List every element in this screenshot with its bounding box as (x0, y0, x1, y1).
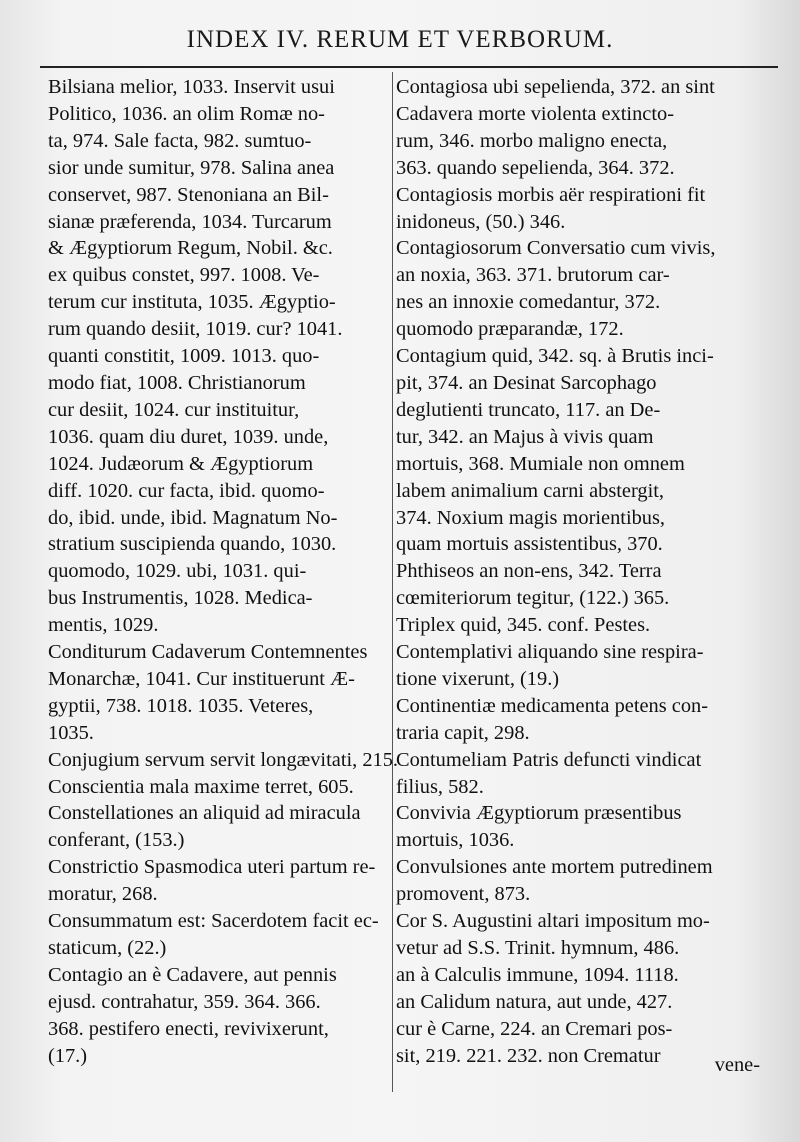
index-entry (48, 800, 390, 854)
left-column (48, 74, 399, 1070)
index-entry-line: promovent, 873. (396, 883, 531, 906)
index-entry-line: an Calidum natura, aut unde, 427. (396, 990, 673, 1013)
index-entry-line: Cor S. Augustini altari impositum mo- (396, 910, 710, 933)
index-entry-line: traria capit, 298. (396, 721, 530, 744)
index-entry-line: an noxia, 363. 371. brutorum car- (396, 264, 670, 287)
index-entry-line: Conscientia mala maxime terret, 605. (48, 775, 354, 798)
index-entry-line: Contagio an è Cadavere, aut pennis (48, 963, 337, 986)
index-entry (396, 747, 766, 801)
index-entry-line: Consummatum est: Sacerdotem facit ec- (48, 910, 379, 933)
index-entry-line: vetur ad S.S. Trinit. hymnum, 486. (396, 937, 680, 959)
index-entry (48, 74, 390, 639)
index-entry (396, 639, 766, 693)
index-entry-line: 1036. quam diu duret, 1039. unde, (48, 425, 329, 448)
index-entry-line: Constrictio Spasmodica uteri partum re- (48, 856, 376, 879)
index-entry-line: inidoneus, (50.) 346. (396, 210, 566, 233)
index-entry (396, 182, 766, 236)
index-entry-line: ejusd. contrahatur, 359. 364. 366. (48, 990, 321, 1013)
index-entry-line: Convulsiones ante mortem putredinem (396, 856, 713, 879)
header-rule (40, 66, 778, 68)
index-entry-line: 1035. (48, 721, 94, 744)
index-entry-line: diff. 1020. cur facta, ibid. quomo- (48, 479, 325, 502)
index-entry-line: moratur, 268. (48, 883, 158, 906)
index-entry-line: Contagiosorum Conversatio cum vivis, (396, 237, 716, 260)
index-entry-line: modo fiat, 1008. Christianorum (48, 371, 306, 394)
index-entry-line: quam mortuis assistentibus, 370. (396, 533, 663, 556)
index-entry-line: Contagium quid, 342. sq. à Brutis inci- (396, 345, 714, 368)
index-entry (396, 693, 766, 747)
index-entry-line: Contemplativi aliquando sine respira- (396, 641, 704, 664)
index-entry-line: Contagiosa ubi sepelienda, 372. an sint (396, 76, 715, 98)
index-entry-line: filius, 582. (396, 775, 484, 798)
index-entry (396, 854, 766, 908)
index-entry-line: 1024. Judæorum & Ægyptiorum (48, 452, 314, 475)
index-entry-line: Cadavera morte violenta extincto- (396, 102, 674, 125)
index-entry-line: mortuis, 368. Mumiale non omnem (396, 452, 685, 475)
index-entry-line: stratium suscipienda quando, 1030. (48, 533, 337, 556)
index-entry (396, 800, 766, 854)
index-entry-line: quomodo, 1029. ubi, 1031. qui- (48, 560, 307, 583)
index-entry-line: Bilsiana melior, 1033. Inservit usui (48, 76, 335, 98)
index-entry-line: (17.) (48, 1044, 88, 1067)
index-entry (396, 908, 766, 1069)
index-entry-line: Triplex quid, 345. conf. Pestes. (396, 614, 651, 637)
index-entry-line: cœmiteriorum tegitur, (122.) 365. (396, 587, 670, 610)
index-entry-line: ta, 974. Sale facta, 982. sumtuo- (48, 129, 312, 152)
index-entry-line: rum quando desiit, 1019. cur? 1041. (48, 318, 343, 341)
index-entry-line: sit, 219. 221. 232. non Crematur (396, 1044, 661, 1067)
index-entry (48, 639, 390, 747)
index-entry-line: labem animalium carni abstergit, (396, 479, 665, 502)
index-entry-line: quanti constitit, 1009. 1013. quo- (48, 345, 320, 368)
index-entry-line: Conjugium servum servit longævitati, 215. (48, 748, 399, 771)
index-entry-line: terum cur instituta, 1035. Ægyptio- (48, 291, 336, 314)
index-entry-line: 363. quando sepelienda, 364. 372. (396, 156, 675, 179)
index-entry-line: deglutienti truncato, 117. an De- (396, 398, 661, 421)
running-header: INDEX IV. RERUM ET VERBORUM. (186, 26, 614, 53)
index-entry-line: bus Instrumentis, 1028. Medica- (48, 587, 313, 610)
index-entry (48, 854, 390, 908)
index-entry-line: Contumeliam Patris defuncti vindicat (396, 748, 702, 771)
index-entry (48, 774, 390, 801)
index-entry-line: Phthiseos an non-ens, 342. Terra (396, 560, 662, 583)
column-divider (392, 72, 393, 1092)
index-entry-line: rum, 346. morbo maligno enecta, (396, 129, 668, 152)
index-entry-line: conservet, 987. Stenoniana an Bil- (48, 183, 329, 206)
index-entry-line: Continentiæ medicamenta petens con- (396, 694, 709, 717)
index-entry (48, 962, 390, 1070)
index-entry-line: Constellationes an aliquid ad miracula (48, 802, 361, 825)
index-entry-line: Politico, 1036. an olim Romæ no- (48, 102, 325, 125)
index-entry-line: mortuis, 1036. (396, 829, 515, 852)
index-entry-line: sior unde sumitur, 978. Salina anea (48, 156, 335, 179)
index-entry-line: tione vixerunt, (19.) (396, 667, 560, 690)
index-entry-line: staticum, (22.) (48, 937, 167, 959)
index-entry-line: 374. Noxium magis morientibus, (396, 506, 666, 529)
index-entry-line: Monarchæ, 1041. Cur instituerunt Æ- (48, 667, 355, 690)
index-entry-line: conferant, (153.) (48, 829, 185, 852)
index-entry-line: sianæ præferenda, 1034. Turcarum (48, 210, 332, 233)
right-column (396, 74, 766, 1070)
index-entry (48, 747, 399, 774)
index-entry-line: cur desiit, 1024. cur instituitur, (48, 398, 300, 421)
index-entry-line: tur, 342. an Majus à vivis quam (396, 425, 654, 448)
index-entry-line: pit, 374. an Desinat Sarcophago (396, 371, 657, 394)
index-entry-line: nes an innoxie comedantur, 372. (396, 291, 661, 314)
index-entry-line: mentis, 1029. (48, 614, 159, 637)
index-entry-line: gyptii, 738. 1018. 1035. Veteres, (48, 694, 314, 717)
index-entry-line: Conditurum Cadaverum Contemnentes (48, 641, 368, 664)
index-entry-line: ex quibus constet, 997. 1008. Ve- (48, 264, 320, 287)
index-entry-line: 368. pestifero enecti, revivixerunt, (48, 1017, 329, 1040)
index-entry-line: & Ægyptiorum Regum, Nobil. &c. (48, 237, 333, 260)
index-entry (48, 908, 390, 962)
index-entry-line: do, ibid. unde, ibid. Magnatum No- (48, 506, 338, 529)
index-entry-line: cur è Carne, 224. an Cremari pos- (396, 1017, 673, 1040)
index-entry-line: Contagiosis morbis aër respirationi fit (396, 183, 706, 206)
index-entry-line: an à Calculis immune, 1094. 1118. (396, 963, 679, 986)
catchword: vene- (714, 1054, 760, 1076)
index-entry (396, 74, 766, 182)
index-entry (396, 235, 766, 343)
index-entry-line: Convivia Ægyptiorum præsentibus (396, 802, 682, 825)
index-entry (396, 343, 766, 639)
index-entry-line: quomodo præparandæ, 172. (396, 318, 624, 341)
